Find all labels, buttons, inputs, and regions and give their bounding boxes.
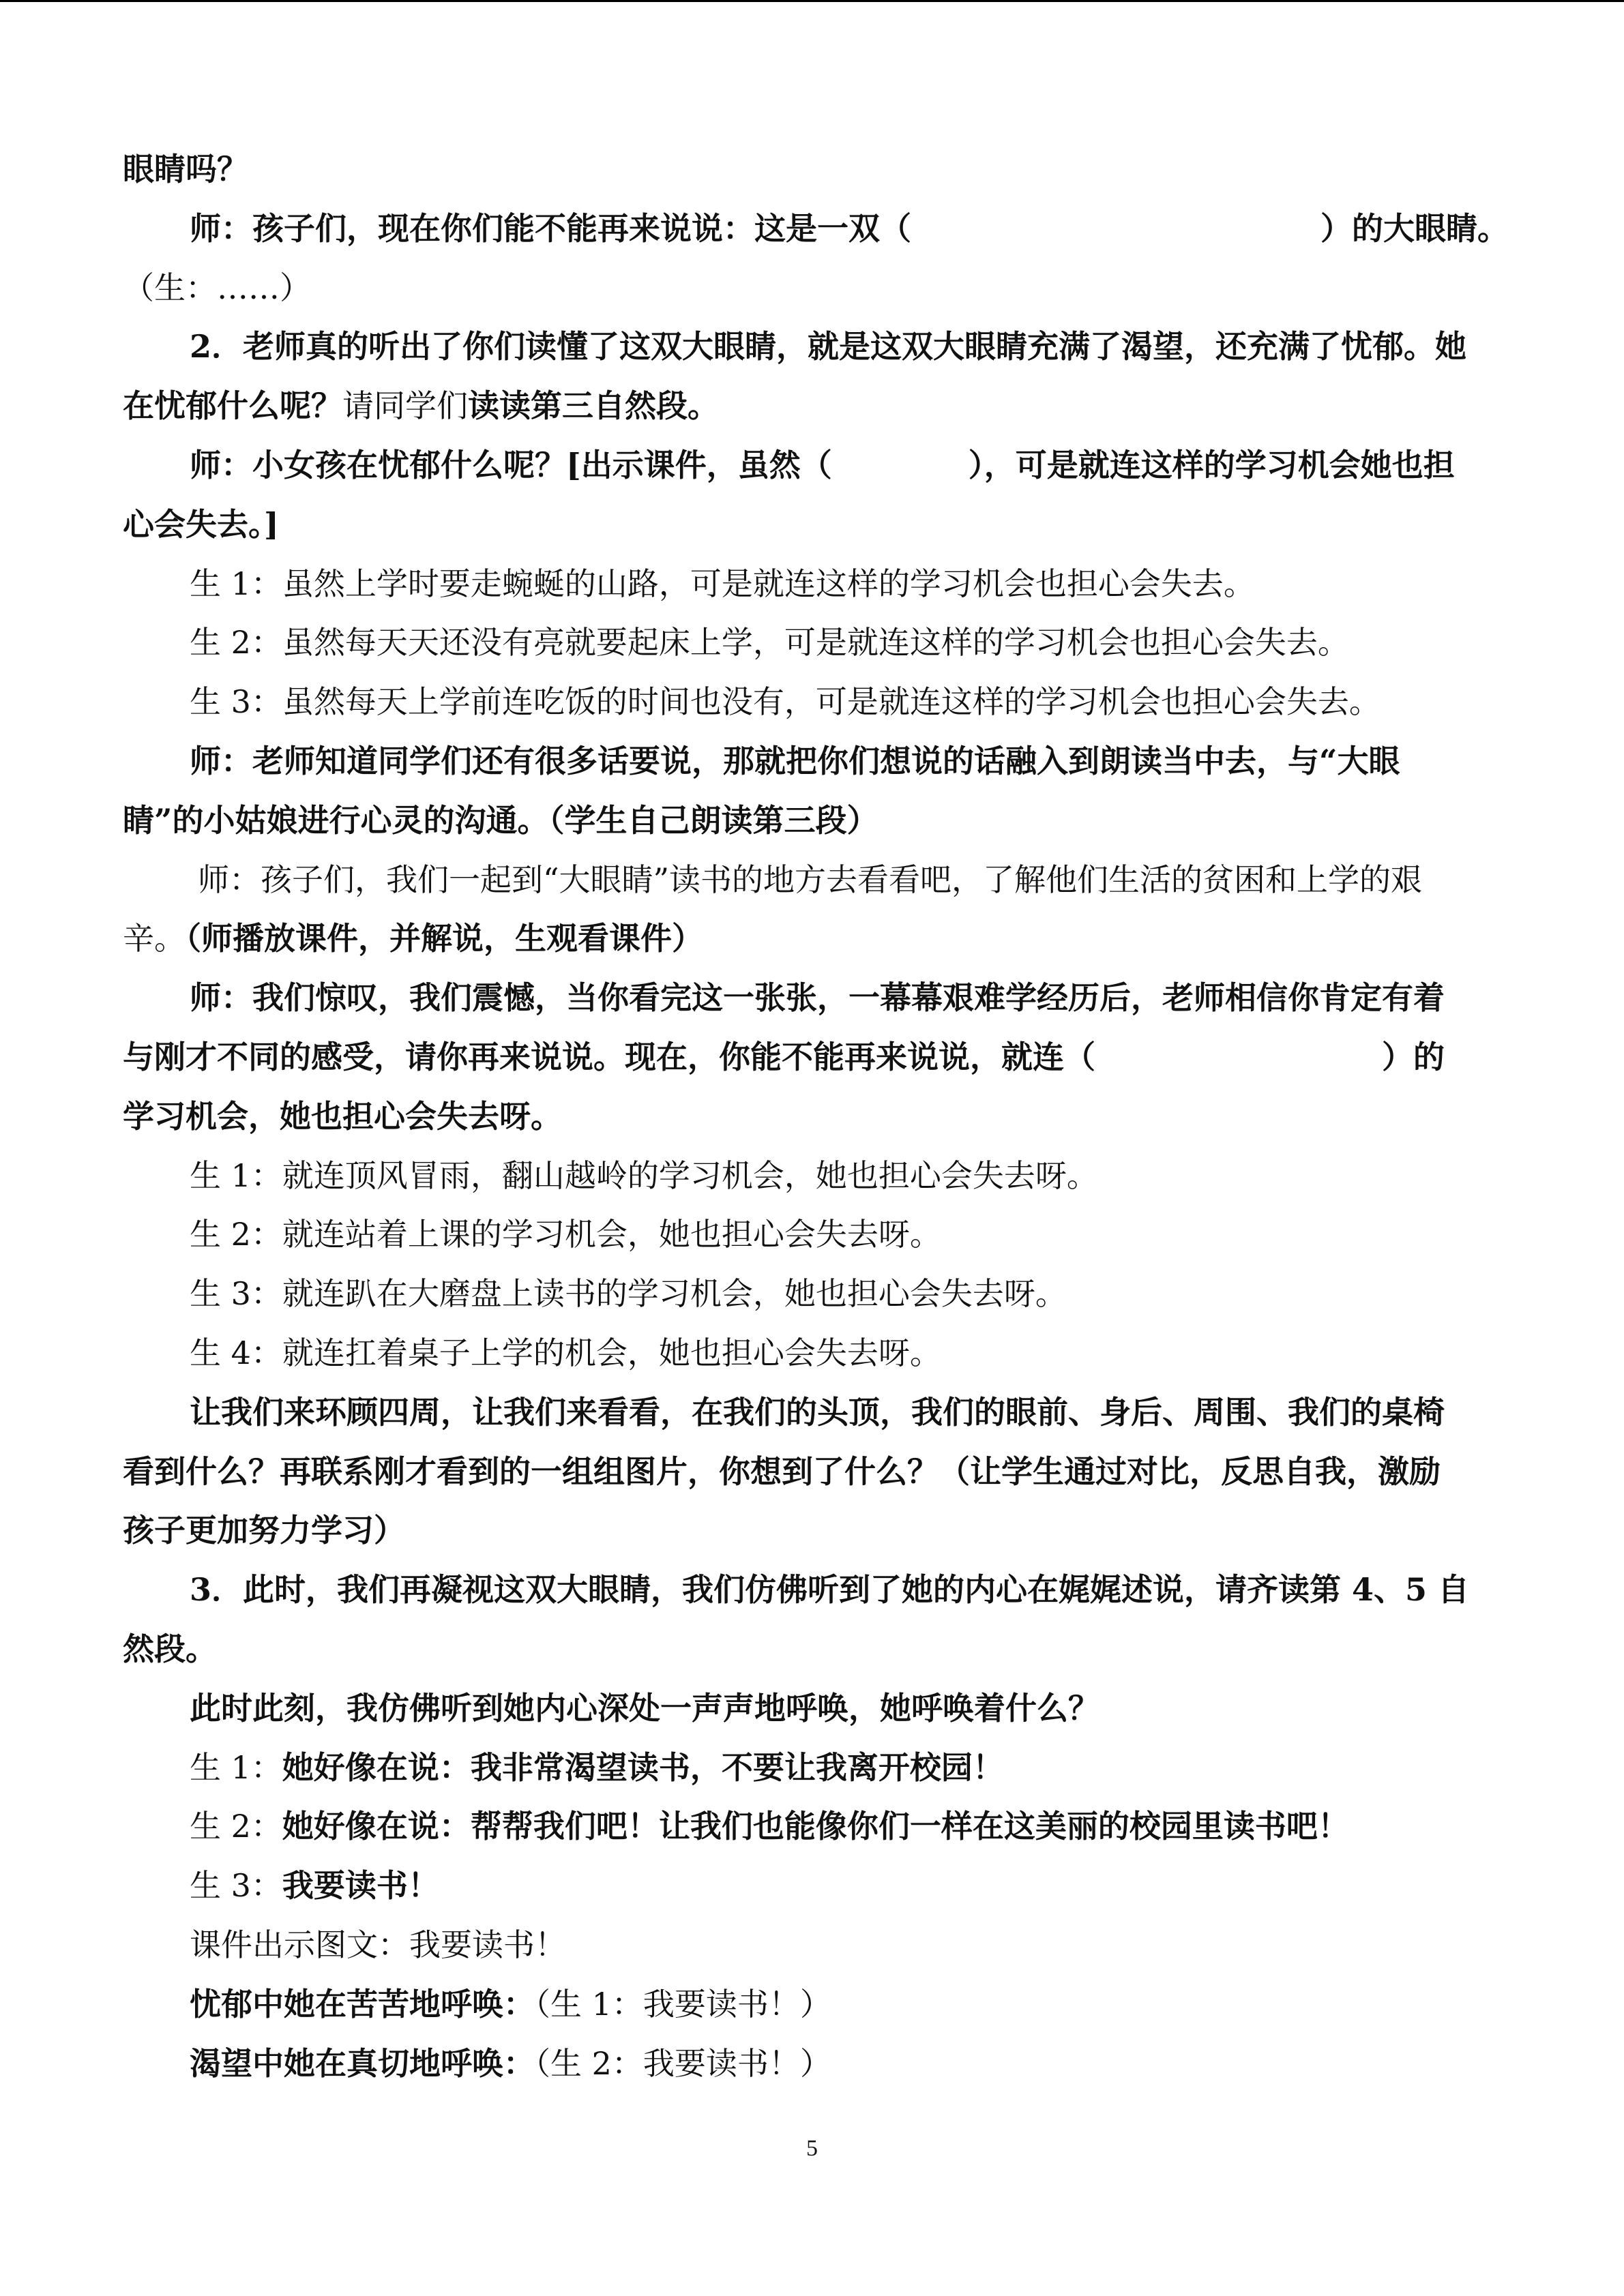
text-segment: （生：……） <box>123 269 311 306</box>
text-line <box>123 1679 1507 1738</box>
text-line <box>123 791 1507 850</box>
top-border-rule <box>0 0 1624 2</box>
text-line <box>123 495 1507 554</box>
text-segment: 她好像在说：我非常渴望读书，不要让我离开校园！ <box>282 1748 1004 1786</box>
text-line <box>123 376 1507 436</box>
text-segment: （生 2：我要读书！） <box>535 2044 831 2082</box>
text-segment: 2．老师真的听出了你们读懂了这双大眼睛，就是这双大眼睛充满了渴望，还充满了忧郁。她 <box>190 328 1467 366</box>
text-segment: 让我们来环顾四周，让我们来看看，在我们的头顶，我们的眼前、身后、周围、我们的桌椅 <box>190 1393 1445 1431</box>
text-line <box>123 672 1507 732</box>
text-line <box>123 1738 1507 1798</box>
text-line <box>123 436 1507 495</box>
text-line <box>123 1915 1507 1975</box>
text-segment: ）的 <box>1382 1038 1445 1075</box>
text-segment: 课件出示图文：我要读书！ <box>190 1926 566 1963</box>
text-segment: 生 3： <box>190 1867 282 1905</box>
text-segment: 睛”的小姑娘进行心灵的沟通。（学生自己朗读第三段） <box>123 801 879 839</box>
text-segment: 生 3：就连趴在大磨盘上读书的学习机会，她也担心会失去呀。 <box>190 1275 1067 1313</box>
text-line <box>123 968 1507 1028</box>
text-segment: 师：孩子们，现在你们能不能再来说说：这是一双（ <box>190 209 911 247</box>
text-line <box>123 1087 1507 1146</box>
text-line <box>123 1028 1507 1087</box>
text-segment: 学习机会，她也担心会失去呀。 <box>123 1097 562 1135</box>
text-segment: 辛。 <box>123 920 186 957</box>
text-line <box>123 732 1507 791</box>
text-line <box>123 1383 1507 1442</box>
text-segment: 师：老师知道同学们还有很多话要说，那就把你们想说的话融入到朗读当中去，与“大眼 <box>190 742 1400 779</box>
text-segment: 生 2：虽然每天天还没有亮就要起床上学，可是就连这样的学习机会也担心会失去。 <box>190 624 1349 661</box>
text-line <box>123 1560 1507 1620</box>
text-segment: 孩子更加努力学习） <box>123 1512 405 1549</box>
text-segment: 生 3：虽然每天上学前连吃饭的时间也没有，可是就连这样的学习机会也担心会失去。 <box>190 683 1381 721</box>
text-segment: 然段。 <box>123 1630 217 1667</box>
document-page-body <box>123 140 1507 2093</box>
text-segment: 在忧郁什么呢？ <box>123 387 342 425</box>
text-line <box>123 1442 1507 1502</box>
text-line <box>123 613 1507 672</box>
text-segment: 读读第三自然段。 <box>468 387 719 425</box>
text-segment: 忧郁中她在苦苦地呼唤： <box>190 1985 535 2023</box>
text-segment: （师播放课件，并解说，生观看课件） <box>186 920 703 957</box>
text-line <box>123 199 1507 258</box>
text-line <box>123 140 1507 199</box>
text-line <box>123 850 1507 910</box>
text-segment: 眼睛吗？ <box>123 151 248 188</box>
text-line <box>123 1620 1507 1679</box>
text-segment: 生 1：就连顶风冒雨，翻山越岭的学习机会，她也担心会失去呀。 <box>190 1157 1098 1194</box>
text-segment: 生 1： <box>190 1748 282 1786</box>
text-segment: 请同学们 <box>342 387 468 425</box>
text-line <box>123 1501 1507 1560</box>
text-segment: 生 4：就连扛着桌子上学的机会，她也担心会失去呀。 <box>190 1334 941 1371</box>
text-segment: 师：我们惊叹，我们震憾，当你看完这一张张，一幕幕艰难学经历后，老师相信你肯定有着 <box>190 979 1445 1017</box>
text-line <box>123 258 1507 318</box>
text-segment: 渴望中她在真切地呼唤： <box>190 2044 535 2082</box>
text-segment: ），可是就连这样的学习机会她也担 <box>968 446 1455 483</box>
page-number: 5 <box>806 2136 818 2161</box>
text-segment: 师：小女孩在忧郁什么呢？[出示课件，虽然（ <box>190 446 832 483</box>
text-segment: 生 2：就连站着上课的学习机会，她也担心会失去呀。 <box>190 1216 941 1253</box>
text-line <box>123 2034 1507 2093</box>
text-segment: ）的大眼睛。 <box>1320 209 1509 247</box>
text-segment: 与刚才不同的感受，请你再来说说。现在，你能不能再来说说，就连（ <box>123 1038 1095 1075</box>
text-segment: 我要读书！ <box>282 1867 439 1905</box>
text-segment: 3．此时，我们再凝视这双大眼睛，我们仿佛听到了她的内心在娓娓述说，请齐读第 4、5 自 <box>190 1571 1470 1609</box>
text-line <box>123 1264 1507 1324</box>
text-line <box>123 1146 1507 1206</box>
text-line <box>123 1797 1507 1856</box>
text-line <box>123 1975 1507 2034</box>
text-line <box>123 1324 1507 1383</box>
text-line <box>123 554 1507 614</box>
text-segment: 生 1：虽然上学时要走蜿蜒的山路，可是就连这样的学习机会也担心会失去。 <box>190 565 1255 602</box>
text-segment: 此时此刻，我仿佛听到她内心深处一声声地呼唤，她呼唤着什么？ <box>190 1689 1099 1727</box>
text-segment: 生 2： <box>190 1808 282 1845</box>
text-line <box>123 1856 1507 1915</box>
text-segment: 心会失去。] <box>123 505 279 543</box>
text-line <box>123 909 1507 968</box>
text-segment: 师：孩子们，我们一起到“大眼睛”读书的地方去看看吧，了解他们生活的贫困和上学的艰 <box>198 861 1423 898</box>
text-segment: 她好像在说：帮帮我们吧！让我们也能像你们一样在这美丽的校园里读书吧！ <box>282 1808 1349 1845</box>
text-line <box>123 1205 1507 1264</box>
text-segment: （生 1：我要读书！） <box>535 1985 831 2023</box>
text-segment: 看到什么？再联系刚才看到的一组组图片，你想到了什么？（让学生通过对比，反思自我，激励 <box>123 1452 1441 1490</box>
text-line <box>123 317 1507 376</box>
